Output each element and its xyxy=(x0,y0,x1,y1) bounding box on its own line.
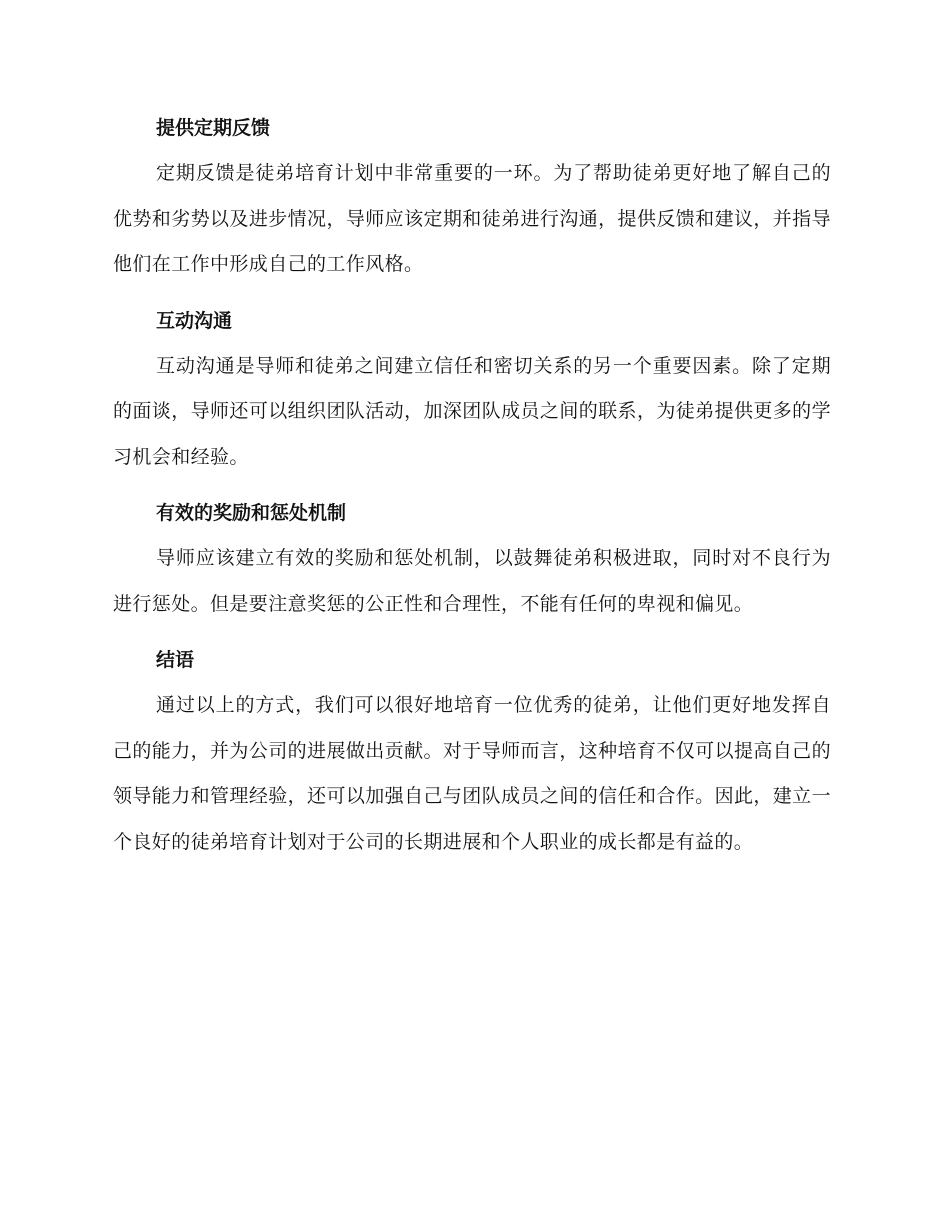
section-heading: 结语 xyxy=(156,649,195,671)
section-rewards-penalties xyxy=(113,491,831,627)
section-interactive-communication xyxy=(113,299,831,481)
section-heading: 有效的奖励和惩处机制 xyxy=(156,502,347,524)
section-heading: 提供定期反馈 xyxy=(156,117,271,139)
section-paragraph: 互动沟通是导师和徒弟之间建立信任和密切关系的另一个重要因素。除了定期的面谈，导师还可以组织团队活动，加深团队成员之间的联系，为徒弟提供更多的学习机会和经验。 xyxy=(113,354,831,468)
section-paragraph: 导师应该建立有效的奖励和惩处机制，以鼓舞徒弟积极进取，同时对不良行为进行惩处。但是要注意奖惩的公正性和合理性，不能有任何的卑视和偏见。 xyxy=(113,547,831,615)
section-heading: 互动沟通 xyxy=(156,309,233,332)
section-conclusion xyxy=(113,638,831,865)
document-body xyxy=(113,106,831,865)
section-regular-feedback xyxy=(113,106,831,288)
section-paragraph: 通过以上的方式，我们可以很好地培育一位优秀的徒弟，让他们更好地发挥自己的能力，并为公司的进展做出贡献。对于导师而言，这种培育不仅可以提高自己的领导能力和管理经验，还可以加强自己与团队成员之间的信任和合作。因此，建立一个良好的徒弟培育计划对于公司的长期进展和个人职业的成长都是有益的。 xyxy=(113,694,831,853)
section-paragraph: 定期反馈是徒弟培育计划中非常重要的一环。为了帮助徒弟更好地了解自己的优势和劣势以及进步情况，导师应该定期和徒弟进行沟通，提供反馈和建议，并指导他们在工作中形成自己的工作风格。 xyxy=(113,162,831,275)
